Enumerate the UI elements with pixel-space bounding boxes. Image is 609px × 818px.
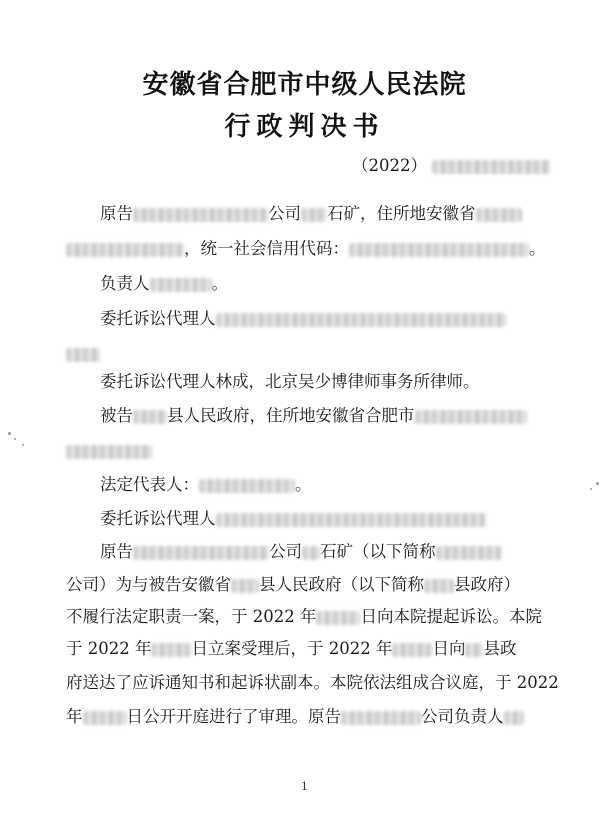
text: 县政府） <box>454 575 520 594</box>
case-number-prefix: （2022） <box>352 156 427 175</box>
redaction <box>302 546 320 560</box>
redaction <box>465 643 483 657</box>
text: 石矿（以下简称 <box>320 542 436 561</box>
defendant-line-2 <box>66 440 152 462</box>
redaction <box>66 348 100 362</box>
text: 不履行法定职责一案，于 2022 年 <box>66 607 317 626</box>
plaintiff-line-1 <box>100 203 522 225</box>
plaintiff-line-2 <box>66 238 546 260</box>
body-line-5: 府送达了应诉通知书和起诉状副本。本院依法组成合议庭，于 2022 <box>66 673 559 692</box>
text: 公司 <box>268 204 301 223</box>
redaction <box>83 711 127 725</box>
agent-line-2: 委托诉讼代理人林成，北京吴少博律师事务所律师。 <box>100 372 480 391</box>
redaction <box>216 513 486 527</box>
text: 委托诉讼代理人 <box>100 509 216 528</box>
text: ，统一社会信用代码： <box>184 239 349 258</box>
redaction <box>392 643 432 657</box>
scan-speck <box>8 432 11 435</box>
redaction <box>436 546 502 560</box>
body-line-1 <box>100 541 502 563</box>
defendant-line-1 <box>100 405 527 427</box>
text: 日公开开庭进行了审理。原告 <box>126 707 341 726</box>
agent-line-1 <box>100 308 506 330</box>
redaction <box>432 160 550 174</box>
text: 公司 <box>269 542 302 561</box>
redaction <box>66 243 184 257</box>
redaction <box>349 243 529 257</box>
agent-line-1-cont <box>66 343 100 365</box>
text: 日立案受理后，于 2022 年 <box>191 639 393 658</box>
case-number <box>352 155 550 177</box>
text: 县人民政府（以下简称 <box>259 575 424 594</box>
text: 负责人 <box>100 274 150 293</box>
redaction <box>424 579 454 593</box>
defendant-agent-line <box>100 508 486 530</box>
text: 。 <box>211 274 228 293</box>
scan-speck <box>596 482 599 485</box>
text: 日向 <box>432 639 466 658</box>
text: 公司负责人 <box>421 707 504 726</box>
body-line-2 <box>66 574 520 596</box>
redaction <box>415 410 527 424</box>
responsible-person-line <box>100 273 228 295</box>
redaction <box>231 579 259 593</box>
scan-speck <box>14 438 16 440</box>
text: 县政 <box>483 639 517 658</box>
text: 。 <box>295 475 312 494</box>
redaction <box>133 410 167 424</box>
redaction <box>216 313 506 327</box>
legal-representative-line <box>100 474 312 496</box>
redaction <box>301 208 327 222</box>
redaction <box>151 643 191 657</box>
redaction <box>476 208 522 222</box>
redaction <box>66 445 152 459</box>
text: 被告 <box>100 406 133 425</box>
text: 年 <box>66 707 83 726</box>
redaction <box>199 479 295 493</box>
text: 委托诉讼代理人 <box>100 309 216 328</box>
text: 县人民政府，住所地安徽省合肥市 <box>167 406 415 425</box>
page-number: 1 <box>301 780 308 793</box>
text: 日向本院提起诉讼。本院 <box>360 607 542 626</box>
redaction <box>316 611 360 625</box>
scan-speck <box>590 488 592 490</box>
text: 原告 <box>100 204 133 223</box>
redaction <box>150 278 212 292</box>
text: 公司）为与被告安徽省 <box>66 575 231 594</box>
redaction <box>133 546 269 560</box>
text: 于 2022 年 <box>66 639 152 658</box>
text: 原告 <box>100 542 133 561</box>
body-line-4 <box>66 638 516 660</box>
redaction <box>341 711 421 725</box>
body-line-3 <box>66 606 542 628</box>
body-line-6 <box>66 706 524 728</box>
text: 。 <box>529 239 546 258</box>
redaction <box>504 711 524 725</box>
text: 石矿，住所地安徽省 <box>327 204 476 223</box>
court-name: 安徽省合肥市中级人民法院 <box>142 70 467 100</box>
text: 法定代表人： <box>100 475 199 494</box>
scan-speck <box>22 444 24 446</box>
redaction <box>133 208 268 222</box>
document-type: 行政判决书 <box>224 112 385 142</box>
